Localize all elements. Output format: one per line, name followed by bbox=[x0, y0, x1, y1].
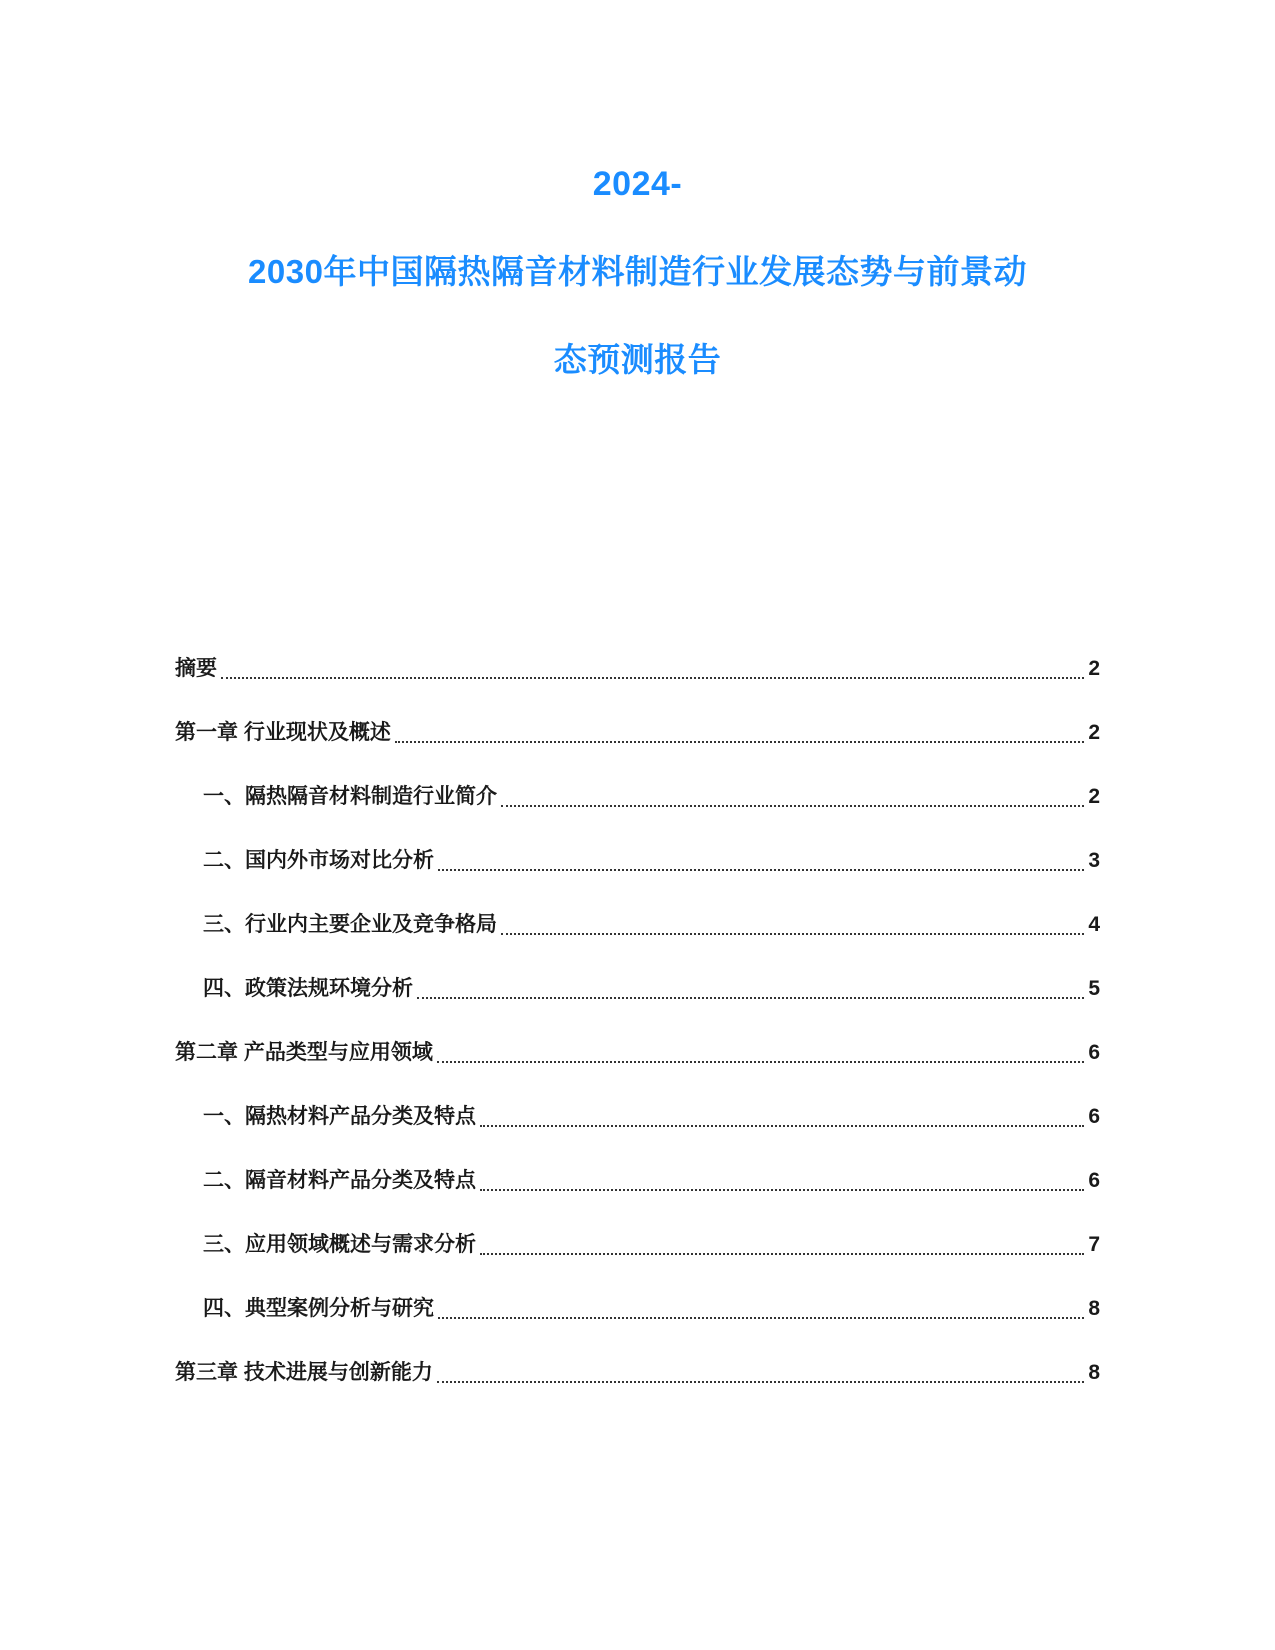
toc-entry-page-number: 2 bbox=[1088, 785, 1100, 808]
toc-entry-page-number: 3 bbox=[1088, 849, 1100, 872]
toc-entry-label: 二、国内外市场对比分析 bbox=[203, 849, 434, 872]
toc-entry-page-number: 8 bbox=[1088, 1361, 1100, 1384]
toc-entry-page-number: 8 bbox=[1088, 1297, 1100, 1320]
toc-entry-label: 三、行业内主要企业及竞争格局 bbox=[203, 913, 497, 936]
toc-leader-dots bbox=[501, 805, 1084, 807]
toc-leader-dots bbox=[480, 1125, 1084, 1127]
toc-leader-dots bbox=[221, 677, 1084, 679]
toc-entry-page-number: 6 bbox=[1088, 1169, 1100, 1192]
toc-leader-dots bbox=[438, 869, 1084, 871]
toc-entry[interactable] bbox=[175, 974, 1100, 1004]
toc-entry-label: 第二章 产品类型与应用领域 bbox=[175, 1041, 433, 1064]
toc-leader-dots bbox=[438, 1317, 1084, 1319]
toc-entry[interactable] bbox=[175, 1166, 1100, 1196]
toc-entry-label: 第一章 行业现状及概述 bbox=[175, 721, 391, 744]
toc-entry-label: 四、政策法规环境分析 bbox=[203, 977, 413, 1000]
toc-leader-dots bbox=[437, 1061, 1084, 1063]
toc-entry[interactable] bbox=[175, 1038, 1100, 1068]
toc-entry-page-number: 2 bbox=[1088, 657, 1100, 680]
toc-entry-page-number: 5 bbox=[1088, 977, 1100, 1000]
toc-entry-label: 第三章 技术进展与创新能力 bbox=[175, 1361, 433, 1384]
toc-leader-dots bbox=[417, 997, 1084, 999]
toc-leader-dots bbox=[480, 1253, 1084, 1255]
toc-entry[interactable] bbox=[175, 1230, 1100, 1260]
toc-entry-label: 四、典型案例分析与研究 bbox=[203, 1297, 434, 1320]
toc-entry-label: 摘要 bbox=[175, 657, 217, 680]
table-of-contents bbox=[175, 654, 1100, 1388]
toc-entry-page-number: 2 bbox=[1088, 721, 1100, 744]
report-title bbox=[175, 0, 1100, 404]
toc-entry-label: 二、隔音材料产品分类及特点 bbox=[203, 1169, 476, 1192]
toc-leader-dots bbox=[395, 741, 1084, 743]
toc-entry-label: 一、隔热隔音材料制造行业简介 bbox=[203, 785, 497, 808]
toc-entry[interactable] bbox=[175, 910, 1100, 940]
toc-entry-label: 三、应用领域概述与需求分析 bbox=[203, 1233, 476, 1256]
title-line-2: 2030年中国隔热隔音材料制造行业发展态势与前景动 bbox=[248, 253, 1027, 290]
toc-entry-page-number: 7 bbox=[1088, 1233, 1100, 1256]
title-line-3: 态预测报告 bbox=[553, 341, 722, 378]
toc-leader-dots bbox=[437, 1381, 1084, 1383]
toc-leader-dots bbox=[501, 933, 1084, 935]
toc-entry[interactable] bbox=[175, 846, 1100, 876]
toc-entry[interactable] bbox=[175, 1102, 1100, 1132]
toc-entry-page-number: 6 bbox=[1088, 1041, 1100, 1064]
toc-entry-page-number: 6 bbox=[1088, 1105, 1100, 1128]
toc-entry[interactable] bbox=[175, 1358, 1100, 1388]
toc-leader-dots bbox=[480, 1189, 1084, 1191]
toc-entry[interactable] bbox=[175, 718, 1100, 748]
toc-entry-page-number: 4 bbox=[1088, 913, 1100, 936]
title-line-1: 2024- bbox=[592, 165, 683, 203]
toc-entry[interactable] bbox=[175, 654, 1100, 684]
toc-entry-label: 一、隔热材料产品分类及特点 bbox=[203, 1105, 476, 1128]
toc-entry[interactable] bbox=[175, 782, 1100, 812]
toc-entry[interactable] bbox=[175, 1294, 1100, 1324]
